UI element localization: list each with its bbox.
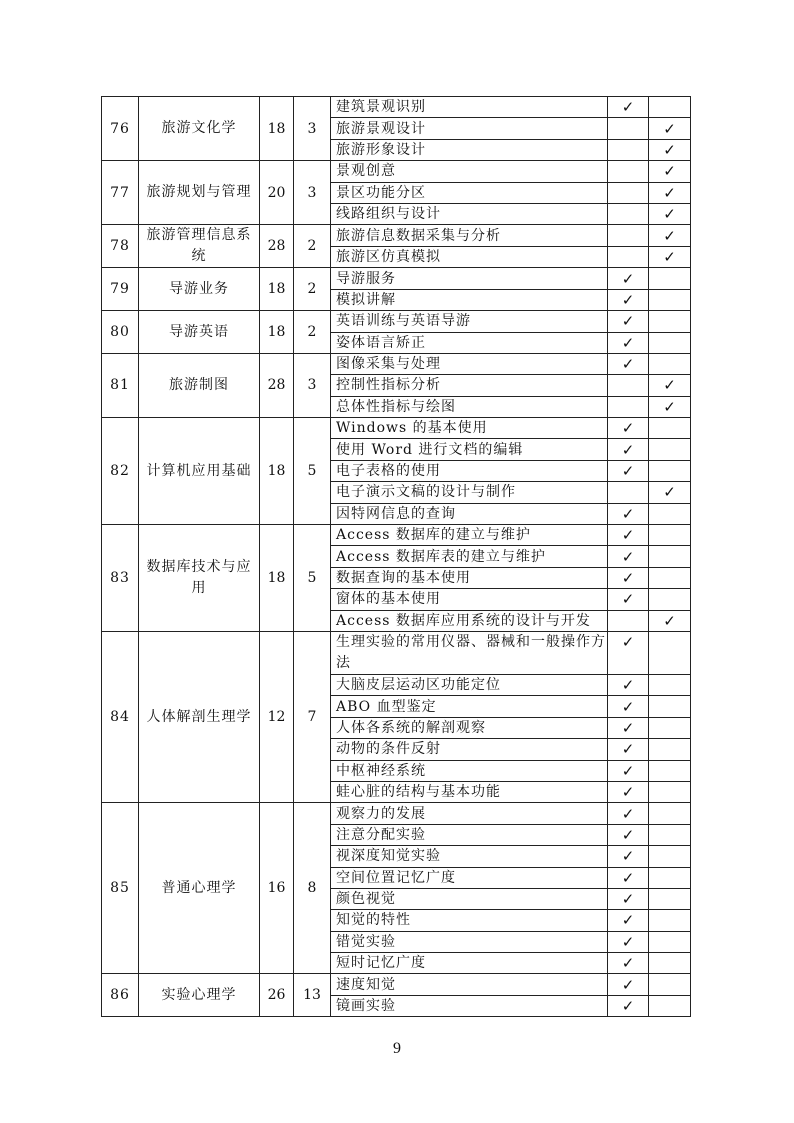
check-cell-b: [649, 931, 691, 952]
course-number: 86: [102, 974, 139, 1017]
check-cell-a: [608, 332, 649, 353]
experiment-item: 控制性指标分析: [331, 375, 608, 396]
check-cell-a: [608, 846, 649, 867]
table-row: [102, 525, 691, 546]
check-mark-icon: ✓: [621, 504, 635, 523]
check-cell-b: [649, 289, 691, 310]
course-name: 旅游制图: [139, 353, 260, 417]
check-cell-b: [649, 846, 691, 867]
experiment-item: 建筑景观识别: [331, 97, 608, 118]
check-cell-a: [608, 781, 649, 802]
course-number: 76: [102, 97, 139, 161]
experiment-item: 颜色视觉: [331, 888, 608, 909]
experiment-count: 8: [294, 803, 331, 974]
check-mark-icon: ✓: [621, 825, 635, 844]
course-hours: 16: [260, 803, 294, 974]
experiment-item: 动物的条件反射: [331, 739, 608, 760]
course-hours: 18: [260, 268, 294, 311]
course-number: 83: [102, 525, 139, 632]
check-cell-a: [608, 161, 649, 182]
course-number: 82: [102, 418, 139, 525]
experiment-count: 3: [294, 97, 331, 161]
check-mark-icon: ✓: [663, 119, 676, 138]
experiment-item: 空间位置记忆广度: [331, 867, 608, 888]
course-number: 78: [102, 225, 139, 268]
experiment-item: 生理实验的常用仪器、器械和一般操作方法: [331, 631, 608, 674]
course-hours: 20: [260, 161, 294, 225]
experiment-item: 旅游区仿真模拟: [331, 246, 608, 268]
check-mark-icon: ✓: [621, 526, 635, 545]
check-cell-b: [649, 246, 691, 268]
course-hours: 12: [260, 631, 294, 802]
check-cell-a: [608, 910, 649, 931]
check-cell-a: [608, 696, 649, 717]
check-mark-icon: ✓: [663, 162, 676, 181]
check-cell-a: [608, 311, 649, 332]
course-name: 普通心理学: [139, 803, 260, 974]
course-hours: 26: [260, 974, 294, 1017]
check-cell-b: [649, 589, 691, 610]
table-row: [102, 268, 691, 289]
check-mark-icon: ✓: [621, 804, 635, 823]
check-cell-a: [608, 589, 649, 610]
experiment-count: 7: [294, 631, 331, 802]
check-cell-b: [649, 460, 691, 481]
experiment-item: 模拟讲解: [331, 289, 608, 310]
experiment-item: Access 数据库应用系统的设计与开发: [331, 610, 608, 631]
experiment-item: 中枢神经系统: [331, 760, 608, 781]
check-cell-b: [649, 482, 691, 503]
experiment-item: 数据查询的基本使用: [331, 567, 608, 588]
experiment-item: 短时记忆广度: [331, 953, 608, 974]
check-cell-b: [649, 781, 691, 802]
course-name: 计算机应用基础: [139, 418, 260, 525]
experiment-item: 视深度知觉实验: [331, 846, 608, 867]
check-mark-icon: ✓: [621, 740, 635, 759]
check-cell-b: [649, 203, 691, 224]
experiment-item: 电子演示文稿的设计与制作: [331, 482, 608, 503]
check-cell-a: [608, 418, 649, 439]
course-hours: 18: [260, 311, 294, 354]
check-cell-b: [649, 546, 691, 567]
check-mark-icon: ✓: [663, 611, 676, 630]
check-mark-icon: ✓: [621, 462, 635, 481]
check-cell-b: [649, 418, 691, 439]
check-cell-b: [649, 439, 691, 460]
experiment-count: 2: [294, 225, 331, 268]
check-cell-b: [649, 867, 691, 888]
check-cell-a: [608, 739, 649, 760]
check-mark-icon: ✓: [663, 140, 676, 159]
check-cell-b: [649, 503, 691, 524]
table-row: [102, 161, 691, 182]
check-cell-b: [649, 739, 691, 760]
check-mark-icon: ✓: [663, 397, 676, 416]
check-cell-a: [608, 546, 649, 567]
experiment-item: Windows 的基本使用: [331, 418, 608, 439]
check-cell-a: [608, 482, 649, 503]
check-mark-icon: ✓: [621, 290, 635, 309]
course-name: 导游英语: [139, 311, 260, 354]
table-row: [102, 803, 691, 824]
experiment-count: 5: [294, 525, 331, 632]
check-cell-b: [649, 118, 691, 139]
table-row: [102, 311, 691, 332]
experiment-item: 人体各系统的解剖观察: [331, 717, 608, 738]
experiment-item: 景观创意: [331, 161, 608, 182]
check-cell-a: [608, 717, 649, 738]
check-mark-icon: ✓: [621, 590, 635, 609]
check-cell-b: [649, 610, 691, 631]
experiment-item: 镜画实验: [331, 995, 608, 1016]
check-mark-icon: ✓: [621, 868, 635, 887]
course-name: 旅游管理信息系统: [139, 225, 260, 268]
check-cell-a: [608, 867, 649, 888]
check-mark-icon: ✓: [621, 676, 635, 695]
check-mark-icon: ✓: [621, 419, 635, 438]
check-cell-b: [649, 974, 691, 995]
check-cell-a: [608, 203, 649, 224]
check-cell-a: [608, 97, 649, 118]
check-mark-icon: ✓: [621, 783, 635, 802]
check-cell-b: [649, 995, 691, 1016]
experiment-item: Access 数据库表的建立与维护: [331, 546, 608, 567]
check-cell-b: [649, 567, 691, 588]
check-mark-icon: ✓: [663, 248, 676, 267]
page-number: 9: [393, 1040, 401, 1057]
experiment-item: Access 数据库的建立与维护: [331, 525, 608, 546]
experiment-item: 旅游形象设计: [331, 139, 608, 160]
check-mark-icon: ✓: [621, 975, 635, 994]
check-cell-b: [649, 139, 691, 160]
check-cell-b: [649, 161, 691, 182]
course-number: 80: [102, 311, 139, 354]
check-cell-b: [649, 268, 691, 289]
check-mark-icon: ✓: [621, 312, 635, 331]
experiment-item: 因特网信息的查询: [331, 503, 608, 524]
course-number: 85: [102, 803, 139, 974]
experiment-item: 大脑皮层运动区功能定位: [331, 674, 608, 695]
course-hours: 28: [260, 353, 294, 417]
experiment-item: 蛙心脏的结构与基本功能: [331, 781, 608, 802]
experiment-item: ABO 血型鉴定: [331, 696, 608, 717]
check-cell-a: [608, 760, 649, 781]
course-number: 77: [102, 161, 139, 225]
experiment-item: 电子表格的使用: [331, 460, 608, 481]
table-row: [102, 418, 691, 439]
check-cell-a: [608, 803, 649, 824]
table-row: [102, 225, 691, 247]
check-cell-b: [649, 888, 691, 909]
check-mark-icon: ✓: [621, 697, 635, 716]
experiment-item: 总体性指标与绘图: [331, 396, 608, 417]
check-mark-icon: ✓: [663, 226, 676, 245]
check-cell-b: [649, 225, 691, 247]
experiment-item: 景区功能分区: [331, 182, 608, 203]
check-cell-a: [608, 225, 649, 247]
experiment-count: 2: [294, 311, 331, 354]
course-number: 84: [102, 631, 139, 802]
experiment-item: 知觉的特性: [331, 910, 608, 931]
check-mark-icon: ✓: [663, 483, 676, 502]
course-name: 旅游文化学: [139, 97, 260, 161]
check-cell-b: [649, 910, 691, 931]
check-cell-a: [608, 353, 649, 374]
check-mark-icon: ✓: [621, 98, 635, 117]
check-mark-icon: ✓: [663, 183, 676, 202]
course-name: 实验心理学: [139, 974, 260, 1017]
course-name: 导游业务: [139, 268, 260, 311]
check-cell-b: [649, 97, 691, 118]
experiment-item: 错觉实验: [331, 931, 608, 952]
check-mark-icon: ✓: [663, 376, 676, 395]
check-mark-icon: ✓: [621, 632, 635, 651]
check-mark-icon: ✓: [621, 954, 635, 973]
check-mark-icon: ✓: [621, 718, 635, 737]
check-cell-b: [649, 953, 691, 974]
course-hours: 18: [260, 525, 294, 632]
check-cell-a: [608, 995, 649, 1016]
course-number: 81: [102, 353, 139, 417]
course-experiment-table: [101, 96, 691, 1017]
check-cell-a: [608, 567, 649, 588]
check-cell-b: [649, 717, 691, 738]
experiment-item: 旅游信息数据采集与分析: [331, 225, 608, 247]
check-cell-a: [608, 439, 649, 460]
check-mark-icon: ✓: [621, 911, 635, 930]
check-cell-a: [608, 931, 649, 952]
check-cell-a: [608, 375, 649, 396]
check-cell-a: [608, 631, 649, 674]
course-hours: 18: [260, 97, 294, 161]
experiment-item: 观察力的发展: [331, 803, 608, 824]
check-cell-b: [649, 824, 691, 845]
check-cell-b: [649, 332, 691, 353]
experiment-item: 英语训练与英语导游: [331, 311, 608, 332]
check-mark-icon: ✓: [621, 890, 635, 909]
check-mark-icon: ✓: [621, 269, 635, 288]
table-row: [102, 974, 691, 995]
course-name: 数据库技术与应用: [139, 525, 260, 632]
check-cell-b: [649, 696, 691, 717]
experiment-item: 图像采集与处理: [331, 353, 608, 374]
check-cell-a: [608, 974, 649, 995]
course-number: 79: [102, 268, 139, 311]
course-hours: 28: [260, 225, 294, 268]
check-cell-a: [608, 525, 649, 546]
check-cell-b: [649, 674, 691, 695]
check-cell-b: [649, 311, 691, 332]
check-mark-icon: ✓: [621, 355, 635, 374]
check-cell-a: [608, 824, 649, 845]
experiment-count: 3: [294, 353, 331, 417]
experiment-count: 3: [294, 161, 331, 225]
table-row: [102, 631, 691, 674]
check-cell-b: [649, 375, 691, 396]
check-cell-b: [649, 353, 691, 374]
experiment-item: 窗体的基本使用: [331, 589, 608, 610]
check-cell-a: [608, 503, 649, 524]
check-mark-icon: ✓: [621, 547, 635, 566]
experiment-item: 线路组织与设计: [331, 203, 608, 224]
check-cell-a: [608, 246, 649, 268]
check-cell-b: [649, 525, 691, 546]
check-cell-a: [608, 182, 649, 203]
table-row: [102, 97, 691, 118]
check-mark-icon: ✓: [621, 761, 635, 780]
check-cell-b: [649, 182, 691, 203]
experiment-item: 使用 Word 进行文档的编辑: [331, 439, 608, 460]
check-mark-icon: ✓: [621, 997, 635, 1016]
check-cell-a: [608, 268, 649, 289]
course-name: 人体解剖生理学: [139, 631, 260, 802]
check-cell-a: [608, 674, 649, 695]
table-row: [102, 353, 691, 374]
check-mark-icon: ✓: [621, 440, 635, 459]
check-cell-b: [649, 803, 691, 824]
experiment-count: 5: [294, 418, 331, 525]
check-cell-a: [608, 118, 649, 139]
check-cell-a: [608, 953, 649, 974]
course-hours: 18: [260, 418, 294, 525]
check-cell-b: [649, 631, 691, 674]
course-name: 旅游规划与管理: [139, 161, 260, 225]
experiment-item: 旅游景观设计: [331, 118, 608, 139]
check-cell-a: [608, 610, 649, 631]
check-cell-a: [608, 396, 649, 417]
check-cell-a: [608, 139, 649, 160]
experiment-count: 2: [294, 268, 331, 311]
check-mark-icon: ✓: [621, 847, 635, 866]
check-cell-b: [649, 396, 691, 417]
check-cell-a: [608, 289, 649, 310]
experiment-item: 注意分配实验: [331, 824, 608, 845]
experiment-item: 速度知觉: [331, 974, 608, 995]
experiment-item: 姿体语言矫正: [331, 332, 608, 353]
check-mark-icon: ✓: [621, 333, 635, 352]
check-mark-icon: ✓: [621, 932, 635, 951]
experiment-item: 导游服务: [331, 268, 608, 289]
check-cell-b: [649, 760, 691, 781]
check-cell-a: [608, 460, 649, 481]
check-mark-icon: ✓: [621, 569, 635, 587]
check-mark-icon: ✓: [663, 205, 676, 224]
check-cell-a: [608, 888, 649, 909]
experiment-count: 13: [294, 974, 331, 1017]
